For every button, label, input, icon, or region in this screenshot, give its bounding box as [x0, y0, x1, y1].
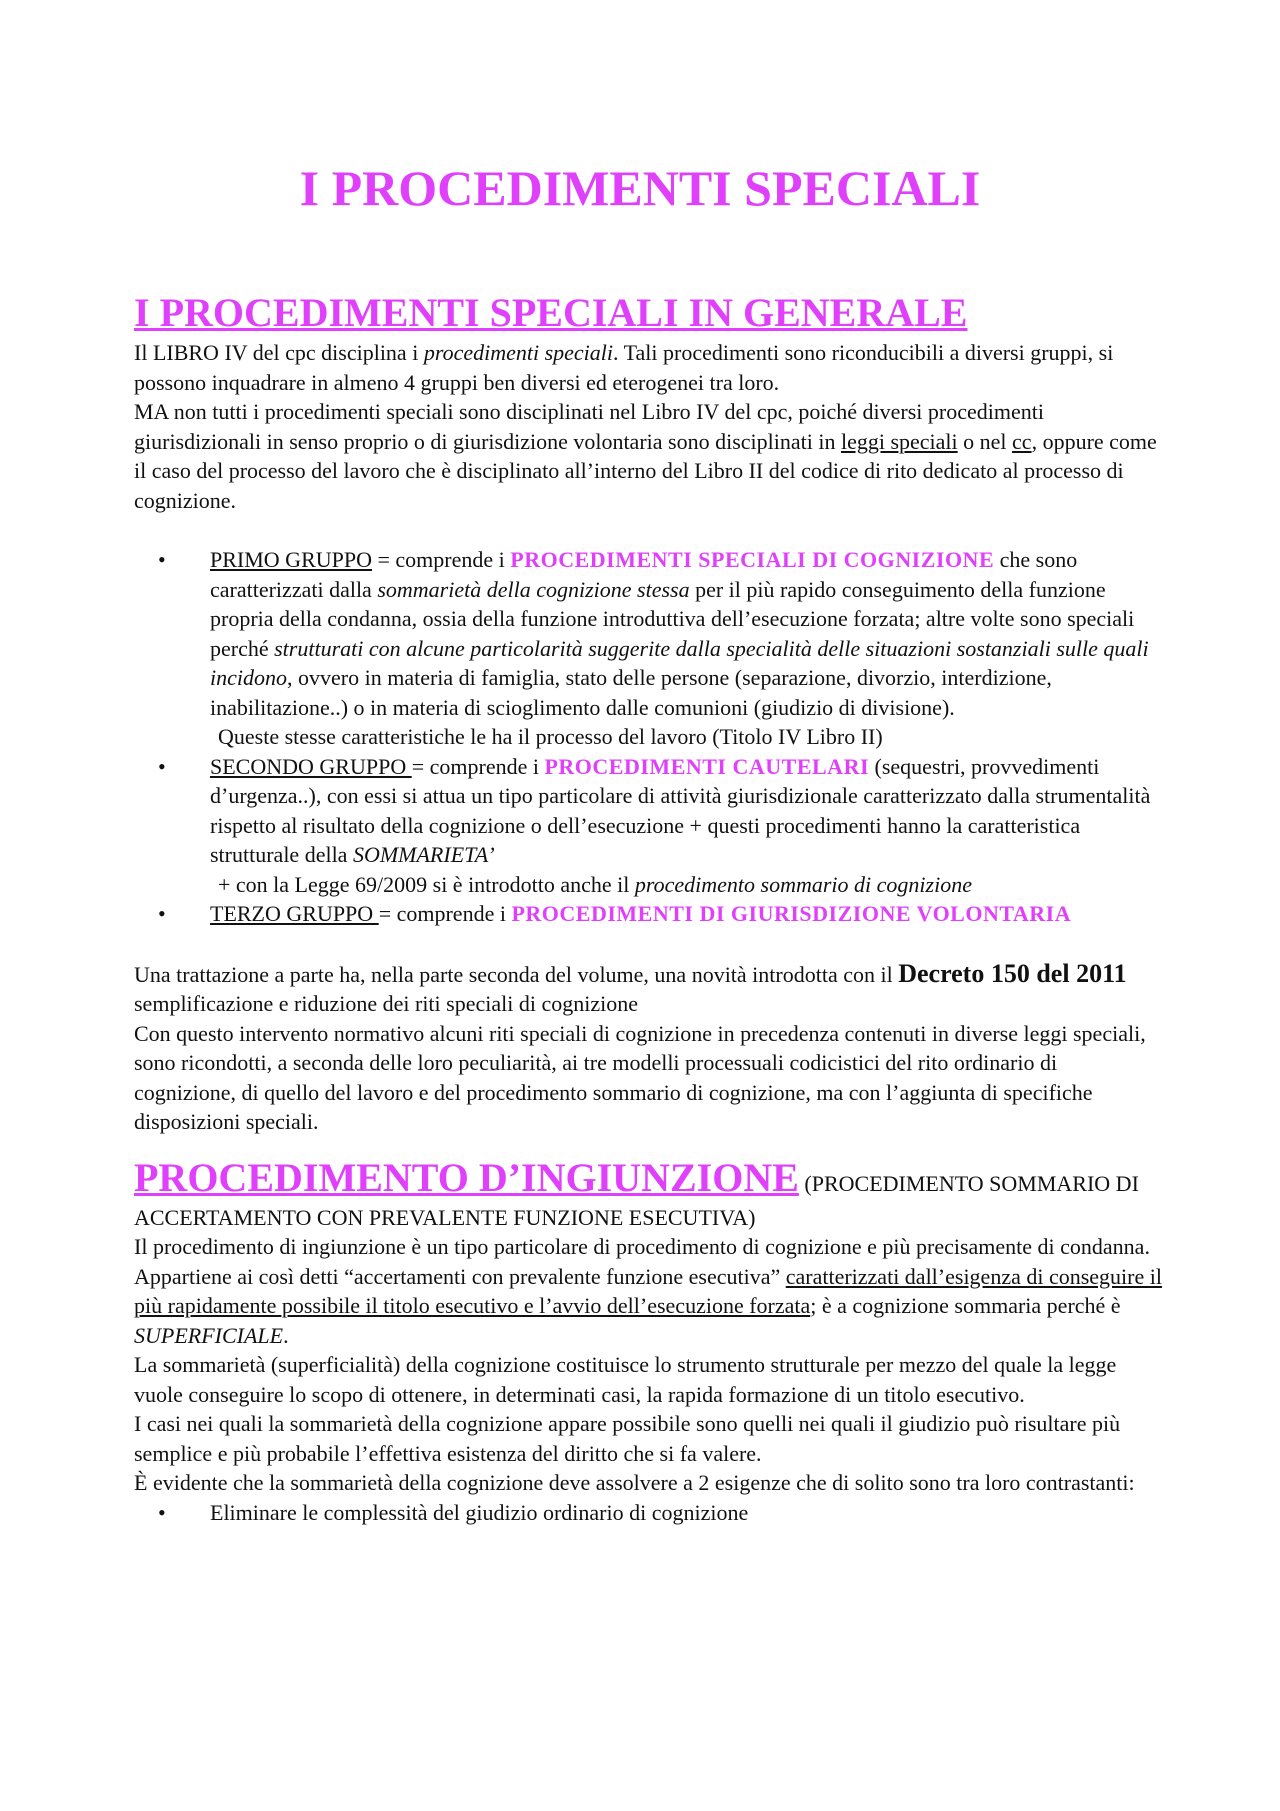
text: .: [283, 1322, 289, 1348]
group-note: [210, 870, 1164, 900]
spacer: [134, 515, 1164, 545]
paragraph-sommarieta: La sommarietà (superficialità) della cognizione costituisce lo strumento strutturale per mezzo del quale la legge vuole conseguire lo scopo di ottenere, in determinati casi, la rapida formazione di un titolo esecutivo.: [134, 1352, 1117, 1407]
text: che sono caratterizzati dalla: [210, 547, 1078, 602]
emphasis: sommarietà della cognizione stessa: [377, 576, 690, 602]
spacer: [134, 929, 1164, 959]
text: (sequestri, provvedimenti d’urgenza..), con essi si attua un tipo particolare di attività giurisdizionale caratterizzato dalla strumentalità rispetto al risultato della cognizione o dell’esecuzione + questi procedimenti hanno la caratteristica strutturale della: [210, 753, 1151, 867]
list-item-text: Eliminare le complessità del giudizio ordinario di cognizione: [210, 1499, 749, 1525]
bullet-icon: •: [158, 901, 166, 926]
highlight-text: PROCEDIMENTI CAUTELARI: [544, 753, 870, 779]
list-item-secondo-gruppo: [134, 752, 1164, 900]
esigenze-list: [134, 1498, 1164, 1528]
paragraph-ingiunzione: [134, 1232, 1164, 1350]
text: Il LIBRO IV del cpc disciplina i: [134, 340, 424, 365]
document-title: I PROCEDIMENTI SPECIALI: [299, 160, 981, 216]
text: = comprende i: [372, 547, 511, 572]
text: ; è a cognizione sommaria perché è: [810, 1293, 1121, 1318]
section-heading-ingiunzione: PROCEDIMENTO D’INGIUNZIONE: [134, 1154, 799, 1200]
emphasis: procedimento sommario di cognizione: [634, 871, 972, 897]
text: . Tali procedimenti sono riconducibili a diversi gruppi, si possono inquadrare in almeno 4 gruppi ben diversi ed eterogenei tra loro.: [134, 340, 1114, 395]
group-label: PRIMO GRUPPO: [210, 547, 372, 572]
underlined-text: cc: [1012, 428, 1032, 454]
group-label: TERZO GRUPPO: [210, 901, 379, 926]
document-body: [134, 288, 1164, 1527]
emphasis: SUPERFICIALE: [134, 1322, 284, 1348]
text: = comprende i: [378, 901, 512, 926]
highlight-text: PROCEDIMENTI DI GIURISDIZIONE VOLONTARIA: [511, 901, 1072, 926]
paragraph-intervento: Con questo intervento normativo alcuni riti speciali di cognizione in precedenza contenuti in diverse leggi speciali, sono ricondotti, a seconda delle loro peculiarità, ai tre modelli processuali codicistici del rito ordinario di cognizione, di quello del lavoro e del procedimento sommario di cognizione, ma con l’aggiunta di specifiche disposizioni speciali.: [134, 1020, 1146, 1134]
text: o nel: [957, 428, 1013, 454]
paragraph-decreto: [134, 959, 1164, 1019]
bullet-icon: •: [158, 753, 166, 779]
text: , oppure come il caso del processo del lavoro che è disciplinato all’interno del Libro II del codice di rito dedicato al processo di cognizione.: [134, 428, 1157, 513]
underlined-text: caratterizzati dall’esigenza di conseguire il più rapidamente possibile il titolo esecutivo e l’avvio dell’esecuzione forzata: [134, 1263, 1162, 1318]
group-label: SECONDO GRUPPO: [210, 753, 412, 779]
section-subtitle: (PROCEDIMENTO SOMMARIO DI ACCERTAMENTO CON PREVALENTE FUNZIONE ESECUTIVA): [134, 1170, 1139, 1230]
text: Il procedimento di ingiunzione è un tipo particolare di procedimento di cognizione e più precisamente di condanna. Appartiene ai così detti “accertamenti con prevalente funzione esecutiva”: [134, 1234, 1150, 1289]
text: = comprende i: [411, 753, 545, 779]
list-item-primo-gruppo: [134, 545, 1164, 752]
underlined-text: leggi speciali: [840, 428, 958, 454]
bold-text: Decreto 150 del 2011: [898, 958, 1127, 988]
emphasis: SOMMARIETA’: [352, 842, 495, 867]
emphasis: strutturati con alcune particolarità suggerite dalla specialità delle situazioni sostanziali sulle quali incidono: [210, 635, 1149, 690]
text: , ovvero in materia di famiglia, stato delle persone (separazione, divorzio, interdizione, inabilitazione..) o in materia di scioglimento dalle comunioni (giudizio di divisione).: [210, 665, 1052, 720]
text: + con la Legge 69/2009 si è introdotto anche il: [218, 871, 635, 897]
paragraph-ma-non-tutti: [134, 397, 1164, 515]
groups-list: [134, 545, 1164, 929]
section-heading-generale: I PROCEDIMENTI SPECIALI IN GENERALE: [134, 290, 968, 335]
paragraph-esigenze: È evidente che la sommarietà della cognizione deve assolvere a 2 esigenze che di solito sono tra loro contrastanti:: [134, 1470, 1135, 1495]
list-item-terzo-gruppo: [134, 899, 1164, 929]
section-heading-ingiunzione-line: [134, 1153, 1164, 1233]
paragraph-libro-iv: [134, 338, 1164, 397]
text: per il più rapido conseguimento della funzione propria della condanna, ossia della funzione introduttiva dell’esecuzione forzata; altre volte sono speciali perché: [210, 576, 1135, 661]
list-item: [134, 1498, 1164, 1528]
bullet-icon: •: [158, 1499, 166, 1525]
text: Una trattazione a parte ha, nella parte seconda del volume, una novità introdotta con il: [134, 961, 899, 987]
group-note: Queste stesse caratteristiche le ha il processo del lavoro (Titolo IV Libro II): [218, 724, 883, 749]
paragraph-casi: I casi nei quali la sommarietà della cognizione appare possibile sono quelli nei quali il giudizio può risultare più semplice e più probabile l’effettiva esistenza del diritto che si fa valere.: [134, 1411, 1121, 1466]
text: MA non tutti i procedimenti speciali sono disciplinati nel Libro IV del cpc, poiché diversi procedimenti giurisdizionali in senso proprio o di giurisdizione volontaria sono disciplinati in: [134, 399, 1044, 454]
bullet-icon: •: [158, 547, 166, 572]
text: semplificazione e riduzione dei riti speciali di cognizione: [134, 991, 638, 1016]
emphasis: procedimenti speciali: [423, 340, 614, 365]
highlight-text: PROCEDIMENTI SPECIALI DI COGNIZIONE: [510, 547, 995, 572]
